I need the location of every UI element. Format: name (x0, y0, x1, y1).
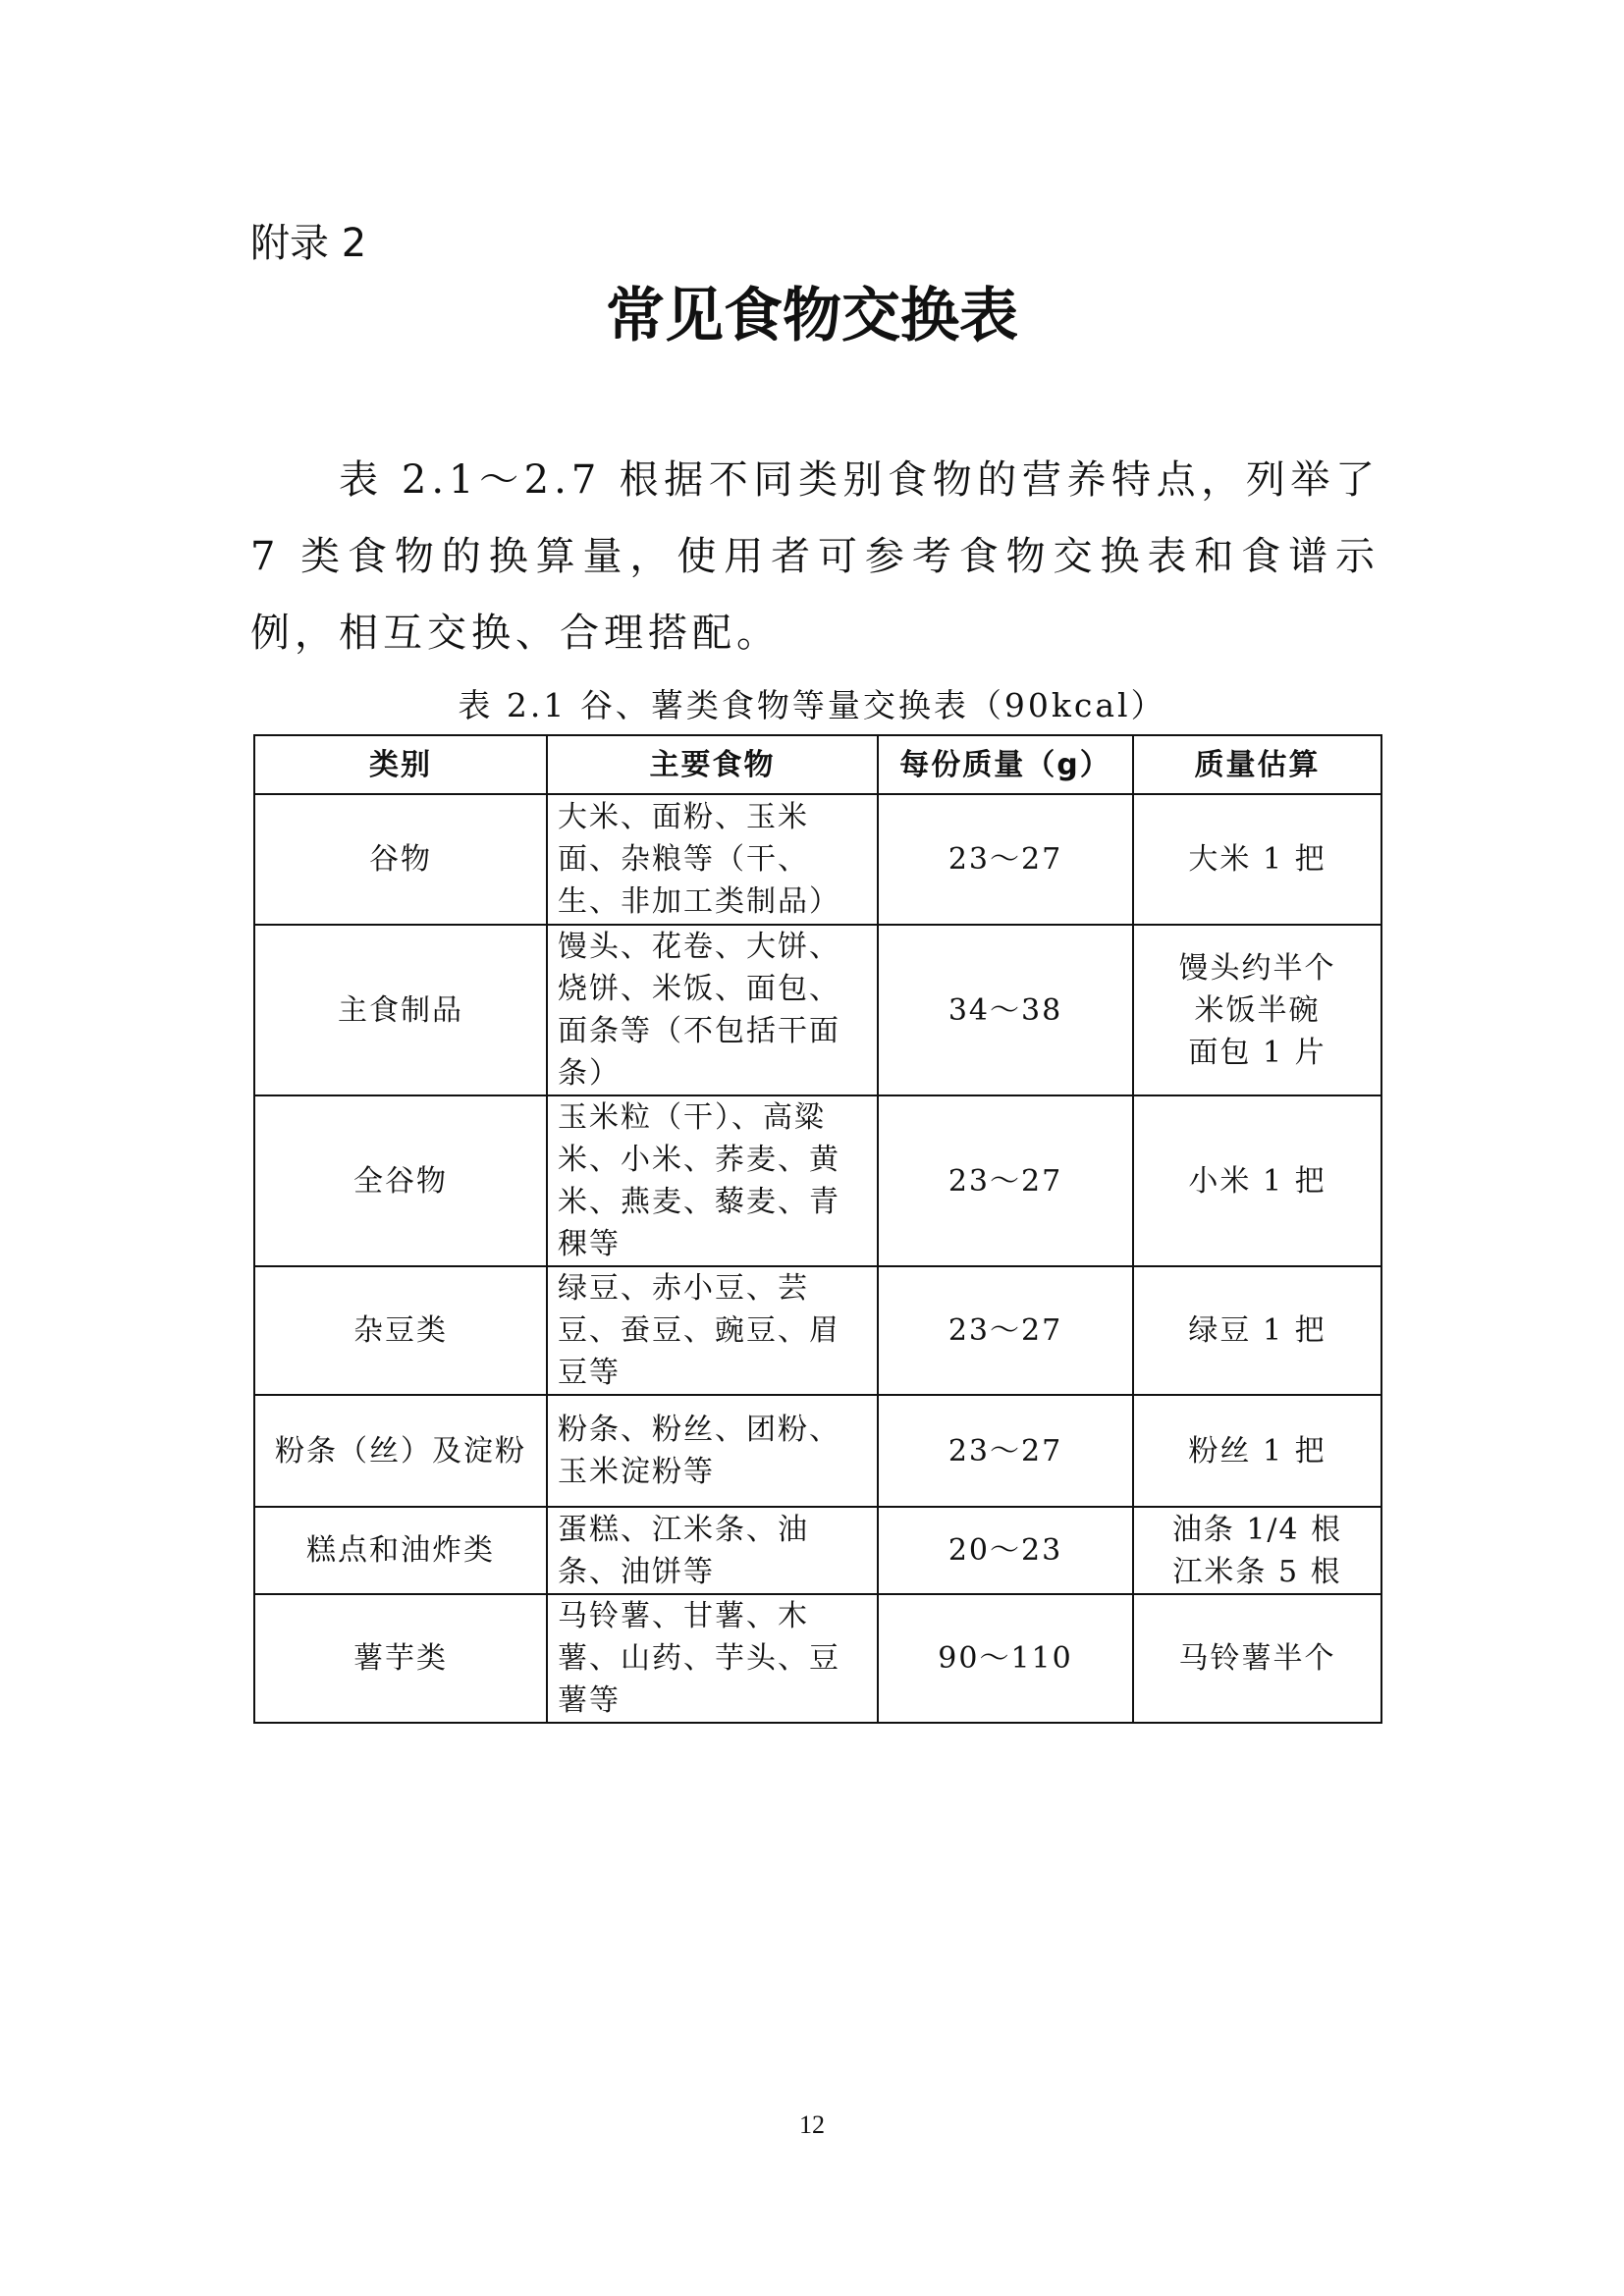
weight-cell: 23～27 (878, 794, 1133, 925)
category-cell: 杂豆类 (254, 1266, 547, 1395)
page-title: 常见食物交换表 (606, 282, 1018, 350)
table-row (254, 1266, 1381, 1395)
foods-cell: 玉米粒（干）、高粱米、小米、荞麦、黄米、燕麦、藜麦、青稞等 (547, 1095, 878, 1266)
intro-paragraph: 表 2.1～2.7 根据不同类别食物的营养特点，列举了 7 类食物的换算量，使用者可参考食物交换表和食谱示例，相互交换、合理搭配。 (250, 457, 1380, 656)
weight-cell: 34～38 (878, 925, 1133, 1095)
estimate-cell (1133, 1507, 1381, 1594)
category-cell: 谷物 (254, 794, 547, 925)
estimate-cell (1133, 1266, 1381, 1395)
foods-cell: 粉条、粉丝、团粉、玉米淀粉等 (547, 1395, 878, 1507)
table-row (254, 1095, 1381, 1266)
estimate-cell (1133, 1395, 1381, 1507)
appendix-label: 附录 2 (250, 221, 367, 266)
foods-cell: 马铃薯、甘薯、木薯、山药、芋头、豆薯等 (547, 1594, 878, 1723)
header-category: 类别 (254, 735, 547, 794)
category-cell: 全谷物 (254, 1095, 547, 1266)
estimate-line: 面包 1 片 (1188, 1035, 1326, 1070)
header-estimate: 质量估算 (1133, 735, 1381, 794)
estimate-line: 大米 1 把 (1188, 842, 1326, 877)
weight-cell: 23～27 (878, 1095, 1133, 1266)
table-row (254, 1594, 1381, 1723)
food-exchange-table (253, 734, 1382, 1724)
category-cell: 粉条（丝）及淀粉 (254, 1395, 547, 1507)
estimate-cell (1133, 1594, 1381, 1723)
foods-cell: 馒头、花卷、大饼、烧饼、米饭、面包、面条等（不包括干面条） (547, 925, 878, 1095)
estimate-line: 馒头约半个 (1178, 950, 1336, 986)
estimate-cell (1133, 1095, 1381, 1266)
table-row (254, 794, 1381, 925)
estimate-line: 小米 1 把 (1188, 1163, 1326, 1199)
weight-cell: 23～27 (878, 1395, 1133, 1507)
foods-cell: 绿豆、赤小豆、芸豆、蚕豆、豌豆、眉豆等 (547, 1266, 878, 1395)
estimate-cell (1133, 794, 1381, 925)
table-row (254, 925, 1381, 1095)
weight-cell: 23～27 (878, 1266, 1133, 1395)
category-cell: 糕点和油炸类 (254, 1507, 547, 1594)
weight-cell: 20～23 (878, 1507, 1133, 1594)
table-row (254, 1507, 1381, 1594)
header-main-foods: 主要食物 (547, 735, 878, 794)
estimate-line: 米饭半碗 (1194, 992, 1321, 1028)
estimate-line: 江米条 5 根 (1172, 1554, 1342, 1589)
table-header-row (254, 735, 1381, 794)
estimate-line: 绿豆 1 把 (1188, 1313, 1326, 1348)
estimate-line: 马铃薯半个 (1178, 1641, 1336, 1676)
foods-cell: 蛋糕、江米条、油条、油饼等 (547, 1507, 878, 1594)
page-number: 12 (799, 2110, 825, 2139)
table-caption: 表 2.1 谷、薯类食物等量交换表（90kcal） (458, 686, 1166, 724)
weight-cell: 90～110 (878, 1594, 1133, 1723)
estimate-line: 粉丝 1 把 (1188, 1433, 1326, 1468)
category-cell: 薯芋类 (254, 1594, 547, 1723)
header-weight: 每份质量（g） (878, 735, 1133, 794)
table-row (254, 1395, 1381, 1507)
estimate-line: 油条 1/4 根 (1171, 1512, 1343, 1547)
foods-cell: 大米、面粉、玉米面、杂粮等（干、生、非加工类制品） (547, 794, 878, 925)
category-cell: 主食制品 (254, 925, 547, 1095)
estimate-cell (1133, 925, 1381, 1095)
